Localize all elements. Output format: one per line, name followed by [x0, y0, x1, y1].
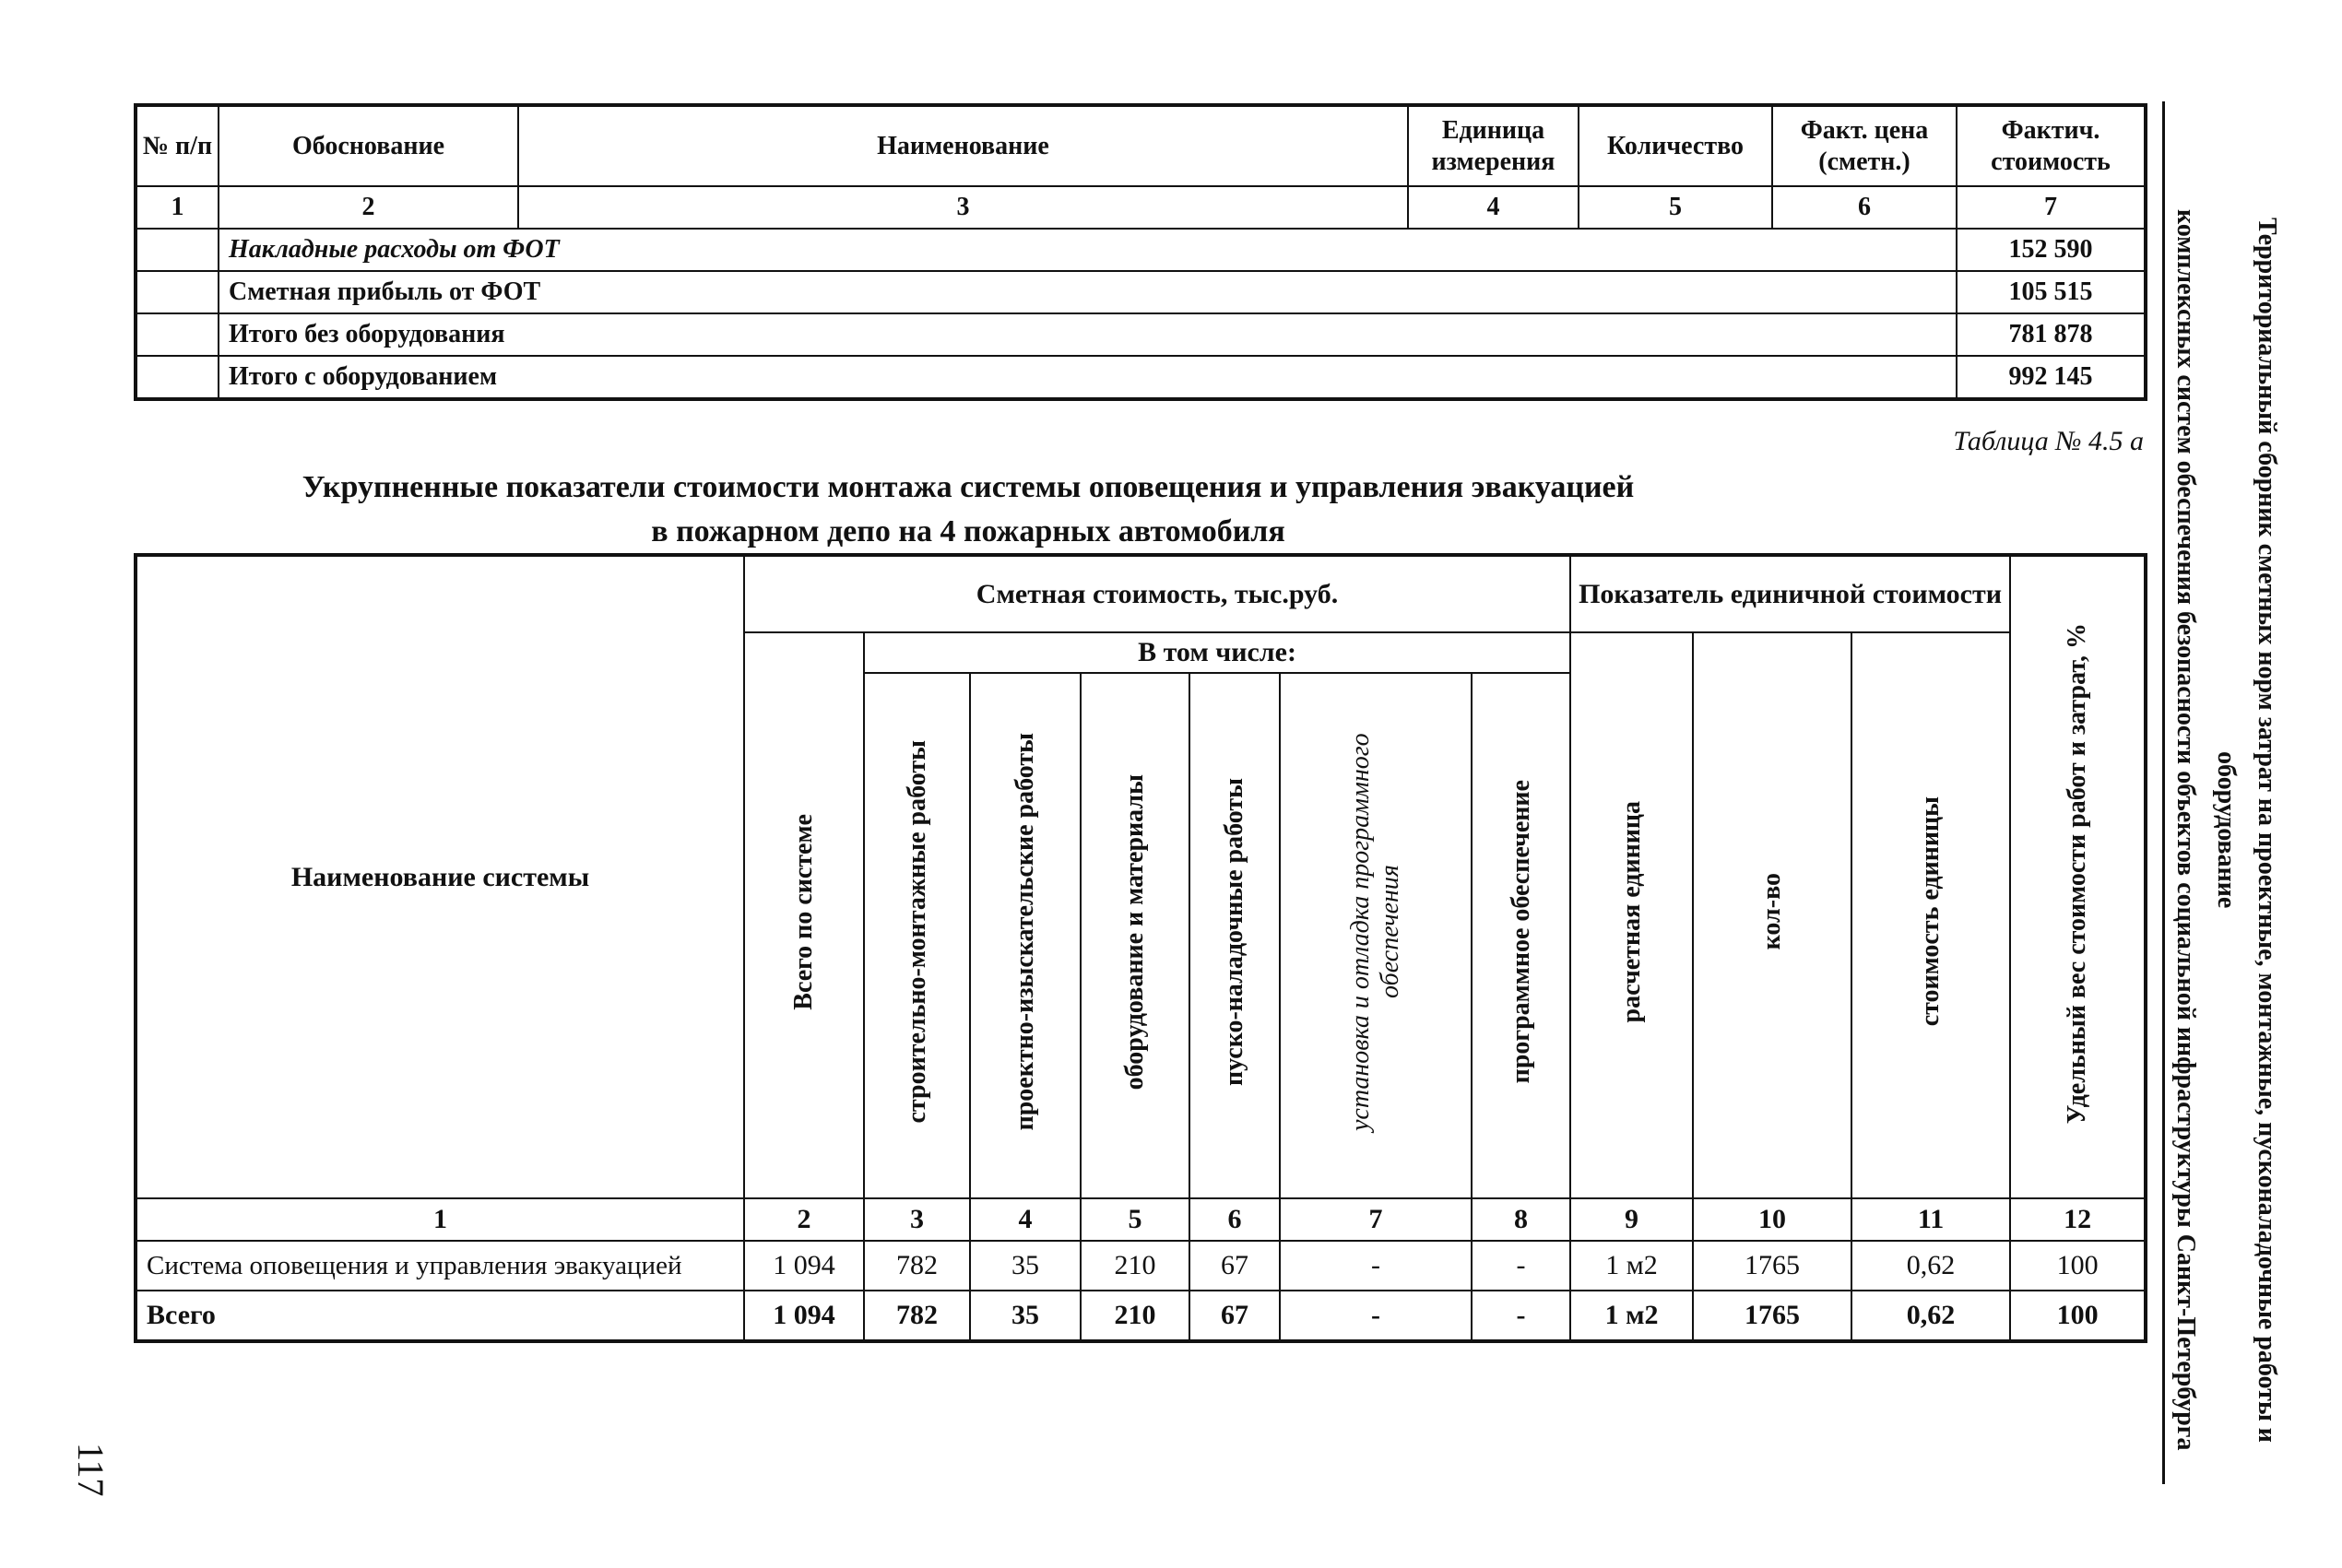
row-label: Накладные расходы от ФОТ [219, 229, 1957, 271]
title-line-1: Укрупненные показатели стоимости монтажа системы оповещения и управления эвакуацией [302, 470, 1635, 504]
cell-calc-unit: 1 м2 [1570, 1291, 1693, 1341]
header-basis: Обоснование [219, 105, 518, 186]
row-label: Итого без оборудования [219, 313, 1957, 356]
header-qty: Количество [1579, 105, 1772, 186]
summary-number-row [136, 186, 2146, 229]
table-row [136, 271, 2146, 313]
header-install: установка и отладка программного обеспечения [1280, 673, 1472, 1198]
header-estimated-cost: Сметная стоимость, тыс.руб. [744, 555, 1570, 632]
header-no: № п/п [136, 105, 219, 186]
page-number: 117 [70, 1443, 112, 1497]
col-number: 4 [970, 1198, 1081, 1241]
header-calc-unit: расчетная единица [1570, 632, 1693, 1198]
cost-indicators-table [134, 553, 2147, 1343]
cell-total: 1 094 [744, 1291, 864, 1341]
header-price: Факт. цена (сметн.) [1772, 105, 1957, 186]
total-label: Всего [136, 1291, 744, 1341]
header-including: В том числе: [864, 632, 1570, 673]
running-header-line-1: Территориальный сборник сметных норм затрат на проектные, монтажные, пусконаладочные работы и оборудование [2212, 217, 2281, 1443]
system-name: Система оповещения и управления эвакуацией [136, 1241, 744, 1291]
header-equipment: оборудование и материалы [1081, 673, 1189, 1198]
cell-pir: 35 [970, 1291, 1081, 1341]
header-total: Всего по системе [744, 632, 864, 1198]
col-number: 12 [2010, 1198, 2146, 1241]
total-row [136, 1291, 2146, 1341]
cell-share: 100 [2010, 1241, 2146, 1291]
cell-software: - [1472, 1291, 1570, 1341]
title-line-2: в пожарном депо на 4 пожарных автомобиля [651, 514, 1285, 548]
header-share: Удельный вес стоимости работ и затрат, % [2010, 555, 2146, 1198]
header-unit-indicator: Показатель единичной стоимости [1570, 555, 2010, 632]
row-value: 781 878 [1957, 313, 2146, 356]
cell-quantity: 1765 [1693, 1291, 1851, 1341]
table-row [136, 313, 2146, 356]
cell-equipment: 210 [1081, 1291, 1189, 1341]
cell-smr: 782 [864, 1291, 970, 1341]
cell-install: - [1280, 1291, 1472, 1341]
row-value: 152 590 [1957, 229, 2146, 271]
col-number: 8 [1472, 1198, 1570, 1241]
header-unit-cost: стоимость единицы [1851, 632, 2010, 1198]
col-number: 2 [744, 1198, 864, 1241]
summary-table [134, 103, 2147, 401]
running-header-line-2: комплексных систем обеспечения безопасности объектов социальной инфраструктуры Санкт-Петербурга [2171, 208, 2200, 1451]
row-value: 105 515 [1957, 271, 2146, 313]
col-number: 6 [1189, 1198, 1280, 1241]
table-row [136, 356, 2146, 399]
col-number: 5 [1579, 186, 1772, 229]
cell-smr: 782 [864, 1241, 970, 1291]
group-header-row [136, 555, 2146, 632]
col-number: 4 [1408, 186, 1579, 229]
cell-unit-cost: 0,62 [1851, 1291, 2010, 1341]
running-header [2171, 184, 2287, 1475]
col-number: 2 [219, 186, 518, 229]
header-quantity: кол-во [1693, 632, 1851, 1198]
cost-number-row [136, 1198, 2146, 1241]
header-system-name: Наименование системы [136, 555, 744, 1198]
col-number: 1 [136, 1198, 744, 1241]
cell-quantity: 1765 [1693, 1241, 1851, 1291]
col-number: 9 [1570, 1198, 1693, 1241]
cell-unit-cost: 0,62 [1851, 1241, 2010, 1291]
col-number: 7 [1957, 186, 2146, 229]
col-number: 7 [1280, 1198, 1472, 1241]
summary-header-row [136, 105, 2146, 186]
header-cost: Фактич. стоимость [1957, 105, 2146, 186]
col-number: 5 [1081, 1198, 1189, 1241]
table-row [136, 229, 2146, 271]
table-row [136, 1241, 2146, 1291]
header-name: Наименование [518, 105, 1408, 186]
row-label: Итого с оборудованием [219, 356, 1957, 399]
header-smr: строительно-монтажные работы [864, 673, 970, 1198]
cell-total: 1 094 [744, 1241, 864, 1291]
header-unit: Единица измерения [1408, 105, 1579, 186]
cell-software: - [1472, 1241, 1570, 1291]
header-pnr: пуско-наладочные работы [1189, 673, 1280, 1198]
cell-pir: 35 [970, 1241, 1081, 1291]
row-value: 992 145 [1957, 356, 2146, 399]
col-number: 10 [1693, 1198, 1851, 1241]
header-pir: проектно-изыскательские работы [970, 673, 1081, 1198]
col-number: 6 [1772, 186, 1957, 229]
header-software: программное обеспечение [1472, 673, 1570, 1198]
row-label: Сметная прибыль от ФОТ [219, 271, 1957, 313]
cell-share: 100 [2010, 1291, 2146, 1341]
cell-pnr: 67 [1189, 1291, 1280, 1341]
table-number: Таблица № 4.5 а [1953, 426, 2144, 456]
cell-pnr: 67 [1189, 1241, 1280, 1291]
col-number: 3 [518, 186, 1408, 229]
col-number: 1 [136, 186, 219, 229]
col-number: 3 [864, 1198, 970, 1241]
col-number: 11 [1851, 1198, 2010, 1241]
page-title [134, 466, 1803, 554]
cell-equipment: 210 [1081, 1241, 1189, 1291]
cell-calc-unit: 1 м2 [1570, 1241, 1693, 1291]
cell-install: - [1280, 1241, 1472, 1291]
